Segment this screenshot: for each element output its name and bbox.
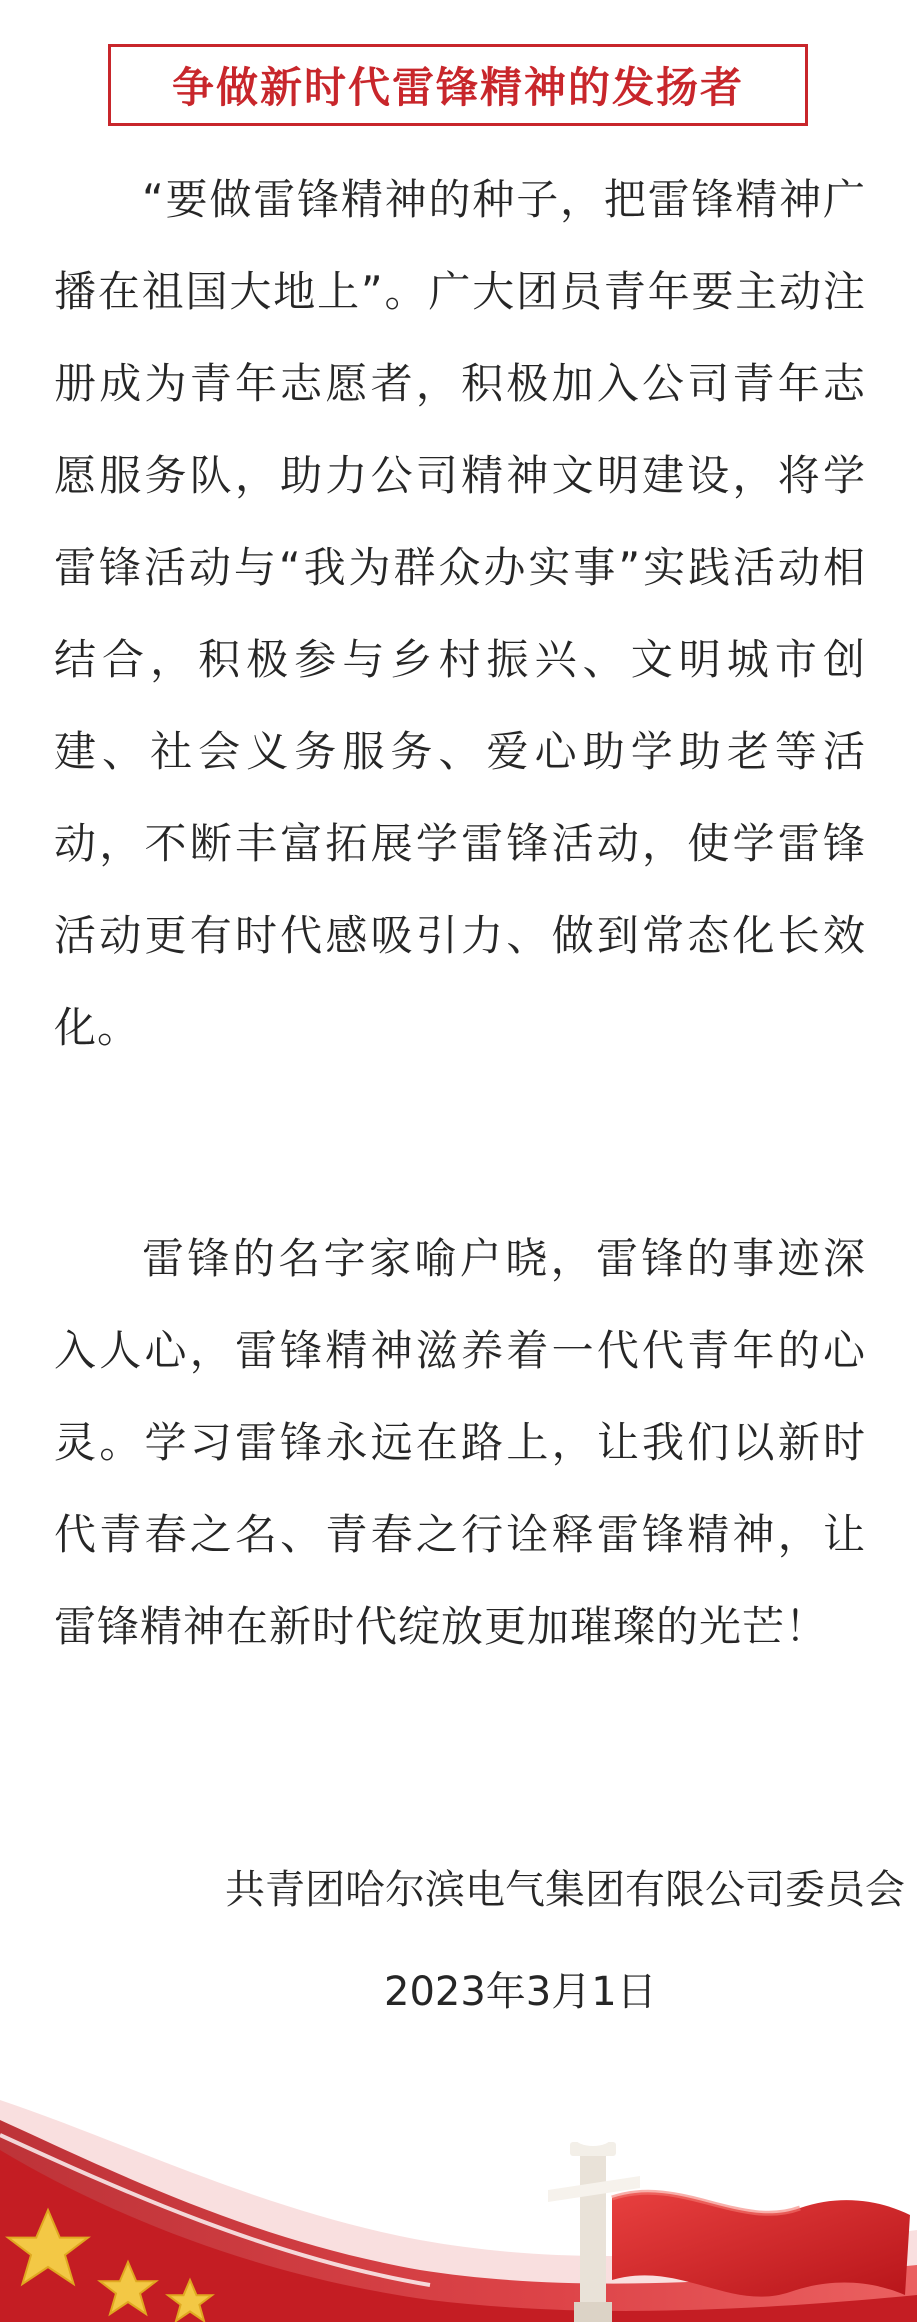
paragraph-2: 雷锋的名字家喻户晓，雷锋的事迹深入人心，雷锋精神滋养着一代代青年的心灵。学习雷锋永远在路上，让我们以新时代青春之名、青春之行诠释雷锋精神，让雷锋精神在新时代绽放更加璀璨的光芒！: [54, 1234, 866, 1651]
signature: 共青团哈尔滨电气集团有限公司委员会: [225, 1867, 905, 1913]
footer-decoration: [0, 2080, 917, 2322]
page-title: 争做新时代雷锋精神的发扬者: [171, 63, 744, 112]
paragraph-1: “要做雷锋精神的种子，把雷锋精神广播在祖国大地上”。广大团员青年要主动注册成为青年志愿者，积极加入公司青年志愿服务队，助力公司精神文明建设，将学雷锋活动与“我为群众办实事”实践活动相结合，积极参与乡村振兴、文明城市创建、社会义务服务、爱心助学助老等活动，不断丰富拓展学雷锋活动，使学雷锋活动更有时代感吸引力、做到常态化长效化。: [54, 175, 866, 1052]
title-box: [108, 44, 808, 126]
signature-date: 2023年3月1日: [384, 1969, 657, 2015]
